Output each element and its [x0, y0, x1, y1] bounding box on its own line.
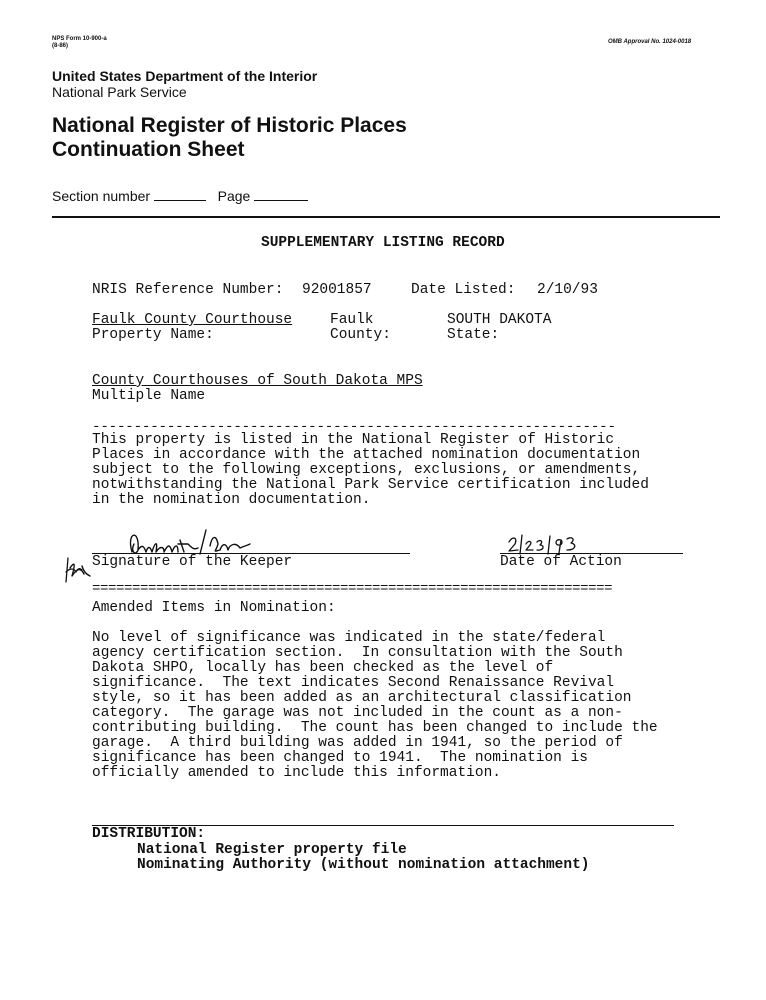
amended-heading: Amended Items in Nomination:	[92, 600, 336, 616]
statement-line: Places in accordance with the attached nomination documentation	[92, 447, 641, 463]
amendment-line: garage. A third building was added in 1941, so the period of	[92, 735, 623, 751]
property-name-value: Faulk County Courthouse	[92, 312, 293, 328]
form-number: NPS Form 10-900-a	[52, 36, 107, 42]
section-number-field[interactable]	[154, 199, 206, 201]
dash-divider: ---------------------------------------------------------------	[92, 419, 616, 435]
page-number-field[interactable]	[254, 199, 308, 201]
nris-value: 92001857	[302, 282, 372, 298]
initials-mark	[60, 556, 88, 586]
page-label: Page	[217, 188, 251, 204]
state-label: State:	[447, 327, 500, 343]
section-number-label: Section number	[52, 188, 151, 204]
page-subtitle: Continuation Sheet	[52, 138, 245, 161]
amendment-line: significance has been changed to 1941. The nomination is	[92, 750, 588, 766]
statement-line: in the nomination documentation.	[92, 492, 371, 508]
equals-divider: =================================================================	[92, 581, 613, 597]
omb-approval: OMB Approval No. 1024-0018	[608, 39, 692, 45]
form-revision: (8-86)	[52, 43, 69, 49]
county-label: County:	[330, 327, 391, 343]
distribution-item: Nominating Authority (without nomination attachment)	[137, 857, 590, 873]
multiple-name-value: County Courthouses of South Dakota MPS	[92, 373, 423, 389]
amendment-line: No level of significance was indicated in the state/federal	[92, 630, 606, 646]
service-name: National Park Service	[52, 84, 187, 100]
distribution-item: National Register property file	[137, 842, 407, 858]
statement-line: This property is listed in the National Register of Historic	[92, 432, 615, 448]
header-divider	[52, 216, 720, 218]
amendment-line: significance. The text indicates Second Renaissance Revival	[92, 675, 615, 691]
property-name-label: Property Name:	[92, 327, 214, 343]
handwritten-date-text: 2/23/93	[506, 532, 510, 533]
state-value: SOUTH DAKOTA	[447, 312, 552, 328]
amendment-line: agency certification section. In consultation with the South	[92, 645, 623, 661]
amendment-line: officially amended to include this information.	[92, 765, 501, 781]
record-heading: SUPPLEMENTARY LISTING RECORD	[261, 235, 505, 251]
amendment-line: Dakota SHPO, locally has been checked as the level of	[92, 660, 554, 676]
page-title: National Register of Historic Places	[52, 114, 407, 137]
multiple-name-label: Multiple Name	[92, 388, 206, 404]
date-listed-label: Date Listed:	[411, 282, 516, 298]
statement-line: subject to the following exceptions, exclusions, or amendments,	[92, 462, 641, 478]
department-name: United States Department of the Interior	[52, 68, 318, 84]
amendment-line: style, so it has been added as an architectural classification	[92, 690, 632, 706]
statement-line: notwithstanding the National Park Service certification included	[92, 477, 649, 493]
date-listed-value: 2/10/93	[537, 282, 598, 298]
nris-label: NRIS Reference Number:	[92, 282, 284, 298]
listing-statement	[92, 433, 692, 508]
distribution-label: DISTRIBUTION:	[92, 826, 206, 842]
amendment-text	[92, 631, 692, 781]
amendment-line: category. The garage was not included in the count as a non-	[92, 705, 623, 721]
section-number-row	[52, 188, 308, 204]
signature-label: Signature of the Keeper	[92, 554, 293, 570]
county-value: Faulk	[330, 312, 374, 328]
date-of-action-label: Date of Action	[500, 554, 622, 570]
amendment-line: contributing building. The count has been changed to include the	[92, 720, 658, 736]
